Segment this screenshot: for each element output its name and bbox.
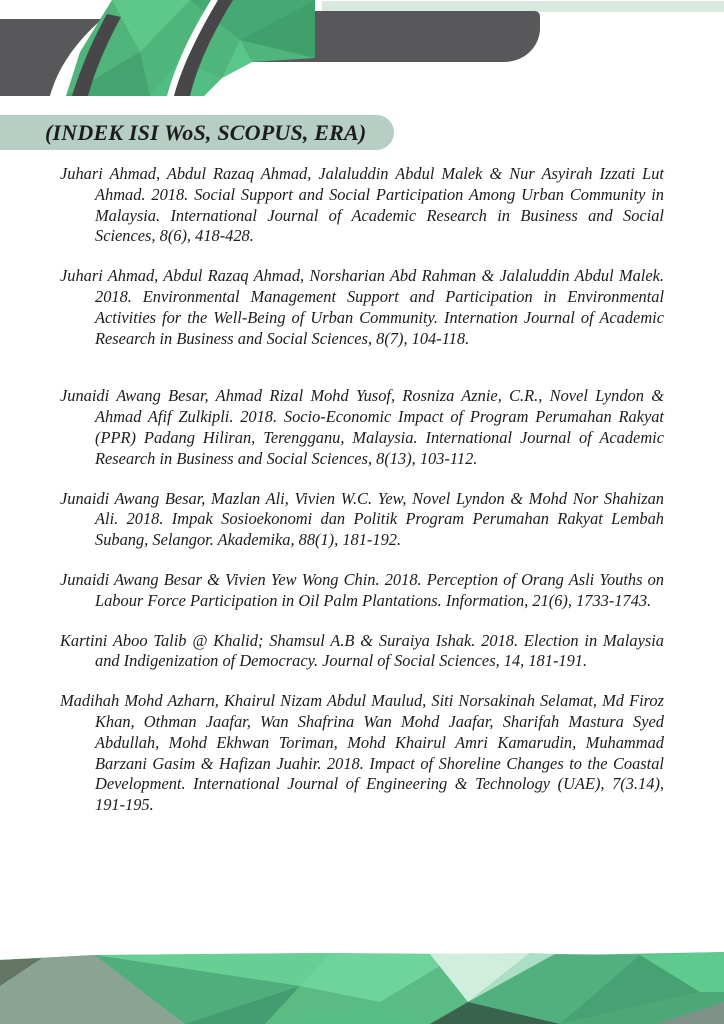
section-heading: (INDEK ISI WoS, SCOPUS, ERA): [45, 119, 367, 145]
publication-entry: [60, 386, 664, 469]
publication-list: [60, 164, 664, 835]
publication-entry: [60, 691, 664, 816]
publication-entry-text: Madihah Mohd Azharn, Khairul Nizam Abdul Maulud, Siti Norsakinah Selamat, Md Firoz Khan, Othman Jaafar, Wan Shafrina Wan Mohd Jaafar, Sharifah Mastura Syed Abdullah, Mohd Ekhwan Toriman, Mohd Khairul Amri Kamarudin, Muhammad Barzani Gasim & Hafizan Juahir. 2018. Impact of Shoreline Changes to the Coastal Development. International Journal of Engineering & Technology (UAE), 7(3.14), 191-195.: [60, 691, 664, 815]
publication-entry-text: Juhari Ahmad, Abdul Razaq Ahmad, Jalaluddin Abdul Malek & Nur Asyirah Izzati Lut Ahmad. 2018. Social Support and Social Participation Among Urban Community in Malaysia. International Journal of Academic Research in Business and Social Sciences, 8(6), 418-428.: [60, 164, 664, 246]
publication-entry: [60, 631, 664, 673]
publication-entry-text: Juhari Ahmad, Abdul Razaq Ahmad, Norsharian Abd Rahman & Jalaluddin Abdul Malek. 2018. Environmental Management Support and Participation in Environmental Activities for the Well-Being of Urban Community. Internation Journal of Academic Research in Business and Social Sciences, 8(7), 104-118.: [60, 266, 664, 348]
publication-entry-text: Junaidi Awang Besar & Vivien Yew Wong Chin. 2018. Perception of Orang Asli Youths on Labour Force Participation in Oil Palm Plantations. Information, 21(6), 1733-1743.: [60, 569, 664, 610]
publication-entry: [60, 164, 664, 247]
header-decoration-graphic: [0, 0, 724, 100]
publication-entry-text: Junaidi Awang Besar, Ahmad Rizal Mohd Yusof, Rosniza Aznie, C.R., Novel Lyndon & Ahmad Afif Zulkipli. 2018. Socio-Economic Impact of Program Perumahan Rakyat (PPR) Padang Hiliran, Terengganu, Malaysia. International Journal of Academic Research in Business and Social Sciences, 8(13), 103-112.: [60, 386, 664, 468]
footer-decoration-graphic: [0, 952, 724, 1024]
publication-entry-text: Junaidi Awang Besar, Mazlan Ali, Vivien W.C. Yew, Novel Lyndon & Mohd Nor Shahizan Ali. 2018. Impak Sosioekonomi dan Politik Program Perumahan Rakyat Lembah Subang, Selangor. Akademika, 88(1), 181-192.: [60, 488, 664, 550]
publication-entry: [60, 570, 664, 612]
section-heading-pill: [0, 115, 394, 150]
publication-entry: [60, 489, 664, 551]
publication-entry-text: Kartini Aboo Talib @ Khalid; Shamsul A.B & Suraiya Ishak. 2018. Election in Malaysia and Indigenization of Democracy. Journal of Social Sciences, 14, 181-191.: [60, 630, 664, 671]
publication-entry: [60, 266, 664, 349]
header-mint-bar: [322, 1, 724, 12]
